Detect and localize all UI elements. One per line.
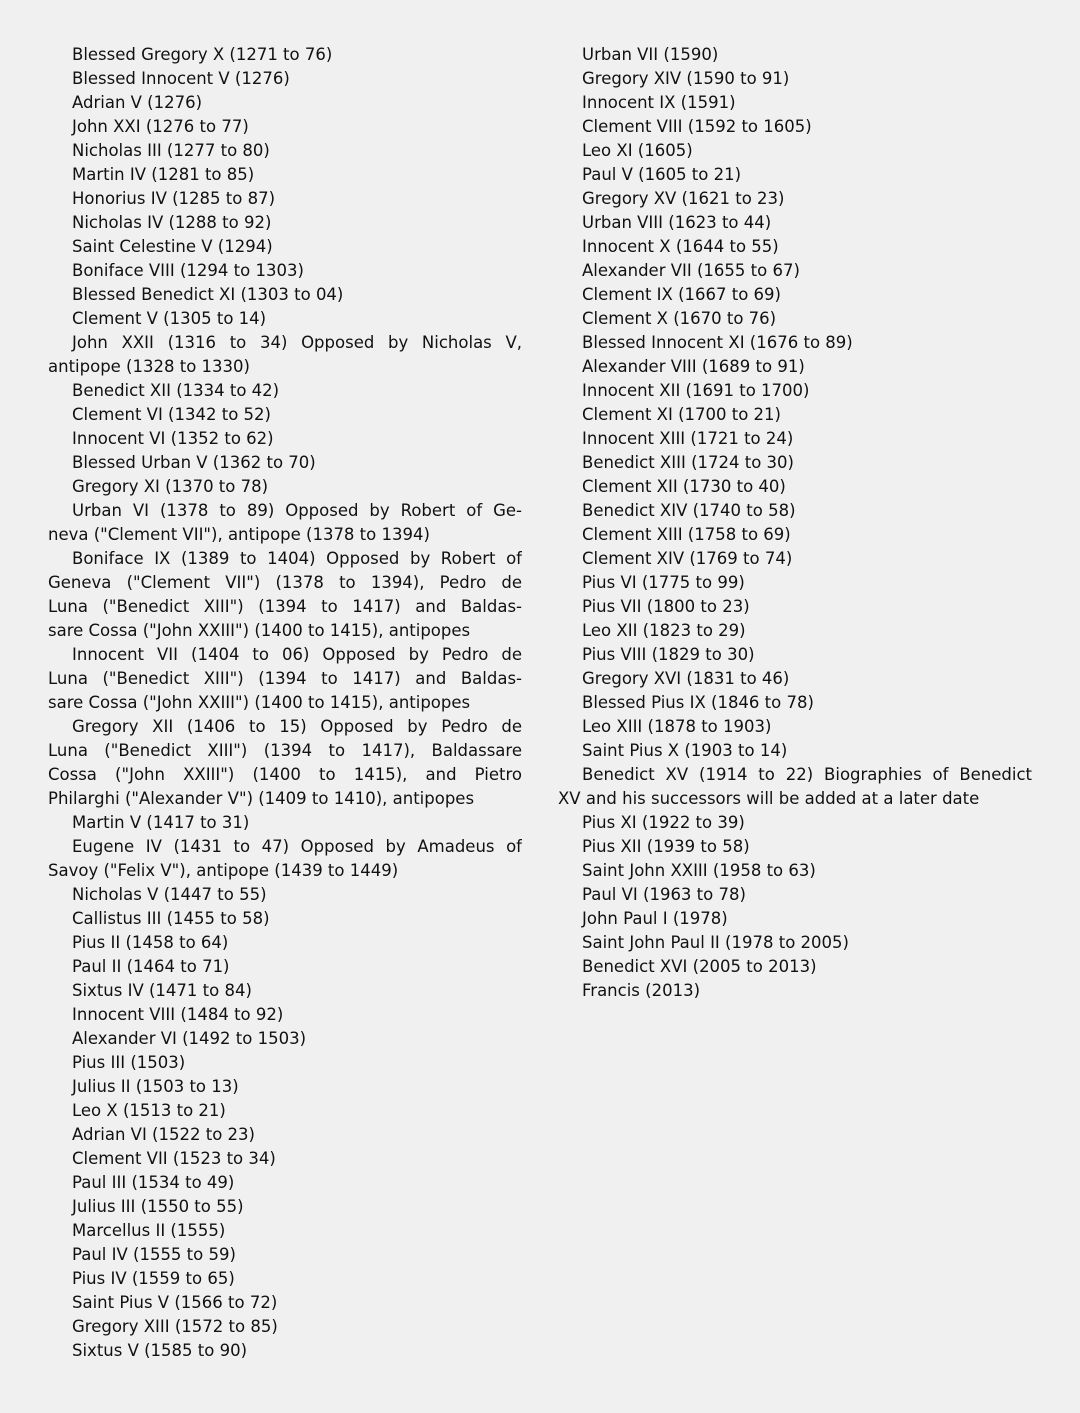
pope-entry-line: Martin IV (1281 to 85)	[72, 165, 255, 184]
pope-entry-line: Paul II (1464 to 71)	[72, 957, 230, 976]
pope-entry-line: sare Cossa ("John XXIII") (1400 to 1415), antipopes	[48, 621, 471, 640]
pope-entry-line: Pius VIII (1829 to 30)	[582, 645, 755, 664]
pope-entry	[558, 475, 1032, 499]
pope-entry	[48, 1291, 522, 1315]
pope-entry-line: Cossa ("John XXIII") (1400 to 1415), and Pietro	[48, 765, 522, 784]
pope-entry-line: Leo XII (1823 to 29)	[582, 621, 746, 640]
pope-entry	[48, 283, 522, 307]
pope-entry	[48, 307, 522, 331]
pope-entry-line: Philarghi ("Alexander V") (1409 to 1410), antipopes	[48, 789, 475, 808]
pope-entry-line: Callistus III (1455 to 58)	[72, 909, 270, 928]
pope-entry-line: Gregory XV (1621 to 23)	[582, 189, 785, 208]
pope-entry	[558, 979, 1032, 1003]
pope-entry-line: Clement VI (1342 to 52)	[72, 405, 271, 424]
pope-entry-line: Luna ("Benedict XIII") (1394 to 1417) and Baldas-	[48, 669, 522, 688]
pope-entry-line: Innocent VIII (1484 to 92)	[72, 1005, 284, 1024]
pope-entry-line: Benedict XIII (1724 to 30)	[582, 453, 794, 472]
pope-entry-line: Gregory XII (1406 to 15) Opposed by Pedro de	[72, 717, 522, 736]
pope-entry-line: Adrian V (1276)	[72, 93, 203, 112]
pope-entry-line: Sixtus IV (1471 to 84)	[72, 981, 252, 1000]
pope-entry	[48, 1051, 522, 1075]
pope-entry-line: Pius III (1503)	[72, 1053, 186, 1072]
pope-entry	[48, 475, 522, 499]
pope-entry-line: Urban VI (1378 to 89) Opposed by Robert of Ge-	[72, 501, 522, 520]
pope-entry	[48, 1195, 522, 1219]
pope-entry-line: Innocent XIII (1721 to 24)	[582, 429, 794, 448]
pope-entry-line: Gregory XIV (1590 to 91)	[582, 69, 790, 88]
pope-entry-line: Gregory XVI (1831 to 46)	[582, 669, 790, 688]
pope-entry	[48, 1267, 522, 1291]
pope-entry	[48, 379, 522, 403]
pope-entry-line: Saint John Paul II (1978 to 2005)	[582, 933, 849, 952]
pope-entry-line: Luna ("Benedict XIII") (1394 to 1417) and Baldas-	[48, 597, 522, 616]
pope-entry-line: Clement X (1670 to 76)	[582, 309, 777, 328]
pope-entry-line: Pius II (1458 to 64)	[72, 933, 229, 952]
pope-entry-line: Marcellus II (1555)	[72, 1221, 226, 1240]
pope-entry	[48, 427, 522, 451]
pope-entry-line: Clement XIII (1758 to 69)	[582, 525, 791, 544]
pope-entry	[558, 595, 1032, 619]
pope-entry	[48, 907, 522, 931]
pope-entry-line: Alexander VII (1655 to 67)	[582, 261, 800, 280]
pope-entry-line: Benedict XVI (2005 to 2013)	[582, 957, 817, 976]
pope-entry	[48, 931, 522, 955]
pope-entry-line: John Paul I (1978)	[582, 909, 728, 928]
pope-entry-line: Savoy ("Felix V"), antipope (1439 to 1449)	[48, 861, 399, 880]
pope-entry	[558, 331, 1032, 355]
pope-entry-line: Clement VII (1523 to 34)	[72, 1149, 276, 1168]
pope-entry-line: Francis (2013)	[582, 981, 701, 1000]
right-column-pope-list	[558, 43, 1032, 1003]
pope-entry-line: Pius IV (1559 to 65)	[72, 1269, 235, 1288]
pope-entry-line: Innocent XII (1691 to 1700)	[582, 381, 810, 400]
pope-entry-line: Julius III (1550 to 55)	[72, 1197, 244, 1216]
pope-entry	[48, 1099, 522, 1123]
pope-entry	[558, 163, 1032, 187]
pope-entry-line: Leo XIII (1878 to 1903)	[582, 717, 772, 736]
pope-entry	[48, 91, 522, 115]
pope-entry	[48, 811, 522, 835]
pope-entry-line: Nicholas V (1447 to 55)	[72, 885, 267, 904]
pope-entry	[48, 259, 522, 283]
pope-entry-line: Saint Pius V (1566 to 72)	[72, 1293, 278, 1312]
pope-entry	[558, 283, 1032, 307]
pope-entry	[558, 43, 1032, 67]
pope-entry-line: Blessed Innocent XI (1676 to 89)	[582, 333, 853, 352]
pope-entry-line: John XXI (1276 to 77)	[72, 117, 249, 136]
pope-entry-line: Innocent VI (1352 to 62)	[72, 429, 274, 448]
pope-entry-line: Innocent X (1644 to 55)	[582, 237, 779, 256]
pope-entry-line: Blessed Innocent V (1276)	[72, 69, 290, 88]
pope-entry	[48, 1123, 522, 1147]
pope-entry-line: Pius XII (1939 to 58)	[582, 837, 750, 856]
pope-entry	[558, 571, 1032, 595]
pope-entry-line: Saint Celestine V (1294)	[72, 237, 273, 256]
pope-entry	[558, 811, 1032, 835]
pope-entry	[48, 43, 522, 67]
pope-entry-line: John XXII (1316 to 34) Opposed by Nicholas V,	[72, 333, 522, 352]
pope-entry	[558, 91, 1032, 115]
pope-entry	[48, 187, 522, 211]
pope-entry-line: Pius VII (1800 to 23)	[582, 597, 750, 616]
pope-entry	[558, 931, 1032, 955]
pope-entry	[48, 979, 522, 1003]
pope-entry	[48, 331, 522, 379]
pope-entry-line: Paul V (1605 to 21)	[582, 165, 742, 184]
pope-entry	[48, 139, 522, 163]
pope-entry-line: Pius XI (1922 to 39)	[582, 813, 745, 832]
pope-entry-line: Boniface IX (1389 to 1404) Opposed by Robert of	[72, 549, 522, 568]
pope-entry	[558, 427, 1032, 451]
pope-entry	[48, 1243, 522, 1267]
pope-entry	[48, 1219, 522, 1243]
pope-entry	[558, 763, 1032, 811]
pope-entry-line: Clement V (1305 to 14)	[72, 309, 267, 328]
pope-entry	[558, 67, 1032, 91]
pope-entry	[48, 1027, 522, 1051]
pope-entry	[558, 691, 1032, 715]
pope-entry	[558, 955, 1032, 979]
pope-entry	[558, 355, 1032, 379]
pope-entry	[558, 187, 1032, 211]
pope-entry	[48, 163, 522, 187]
pope-entry	[48, 1171, 522, 1195]
pope-entry	[48, 643, 522, 715]
pope-entry-line: Nicholas IV (1288 to 92)	[72, 213, 272, 232]
pope-entry	[48, 1315, 522, 1339]
pope-entry-line: Blessed Urban V (1362 to 70)	[72, 453, 316, 472]
pope-entry-line: Pius VI (1775 to 99)	[582, 573, 745, 592]
pope-entry	[558, 523, 1032, 547]
pope-entry	[558, 907, 1032, 931]
pope-entry-line: Julius II (1503 to 13)	[72, 1077, 239, 1096]
pope-entry	[558, 115, 1032, 139]
pope-entry-line: Clement XI (1700 to 21)	[582, 405, 781, 424]
pope-entry	[558, 403, 1032, 427]
pope-entry	[558, 667, 1032, 691]
pope-entry-line: neva ("Clement VII"), antipope (1378 to 1394)	[48, 525, 430, 544]
pope-entry	[48, 883, 522, 907]
pope-entry	[48, 547, 522, 643]
pope-entry-line: sare Cossa ("John XXIII") (1400 to 1415), antipopes	[48, 693, 471, 712]
pope-entry	[48, 67, 522, 91]
pope-entry	[48, 499, 522, 547]
pope-entry-line: Gregory XIII (1572 to 85)	[72, 1317, 278, 1336]
pope-entry-line: Honorius IV (1285 to 87)	[72, 189, 276, 208]
pope-entry-line: Paul IV (1555 to 59)	[72, 1245, 236, 1264]
pope-entry	[558, 547, 1032, 571]
pope-entry-line: Saint John XXIII (1958 to 63)	[582, 861, 816, 880]
pope-entry	[48, 835, 522, 883]
pope-entry	[558, 739, 1032, 763]
pope-entry	[48, 403, 522, 427]
pope-entry	[48, 211, 522, 235]
pope-entry	[558, 259, 1032, 283]
pope-entry	[558, 715, 1032, 739]
pope-entry	[48, 235, 522, 259]
pope-entry-line: Alexander VI (1492 to 1503)	[72, 1029, 307, 1048]
pope-entry-line: Martin V (1417 to 31)	[72, 813, 250, 832]
pope-entry-line: Luna ("Benedict XIII") (1394 to 1417), Baldassare	[48, 741, 522, 760]
pope-entry-line: Paul VI (1963 to 78)	[582, 885, 746, 904]
pope-entry-line: Alexander VIII (1689 to 91)	[582, 357, 805, 376]
pope-entry	[558, 139, 1032, 163]
pope-entry	[558, 619, 1032, 643]
pope-entry	[558, 643, 1032, 667]
pope-entry	[558, 451, 1032, 475]
pope-entry-line: Clement XIV (1769 to 74)	[582, 549, 793, 568]
pope-entry-line: Clement VIII (1592 to 1605)	[582, 117, 812, 136]
pope-entry	[558, 499, 1032, 523]
pope-entry	[558, 835, 1032, 859]
pope-entry-line: Leo X (1513 to 21)	[72, 1101, 226, 1120]
pope-entry	[558, 235, 1032, 259]
pope-entry	[48, 451, 522, 475]
pope-entry-line: XV and his successors will be added at a later date	[558, 789, 980, 808]
pope-entry	[48, 715, 522, 811]
pope-entry	[48, 955, 522, 979]
pope-entry-line: Saint Pius X (1903 to 14)	[582, 741, 788, 760]
pope-entry-line: Urban VII (1590)	[582, 45, 719, 64]
pope-entry	[48, 1003, 522, 1027]
pope-entry-line: Benedict XII (1334 to 42)	[72, 381, 280, 400]
pope-entry-line: Geneva ("Clement VII") (1378 to 1394), Pedro de	[48, 573, 522, 592]
pope-entry-line: Leo XI (1605)	[582, 141, 693, 160]
pope-entry-line: Innocent VII (1404 to 06) Opposed by Pedro de	[72, 645, 522, 664]
pope-entry-line: Benedict XIV (1740 to 58)	[582, 501, 796, 520]
pope-entry-line: Blessed Pius IX (1846 to 78)	[582, 693, 814, 712]
left-column-pope-list	[48, 43, 522, 1363]
pope-entry-line: Benedict XV (1914 to 22) Biographies of Benedict	[582, 765, 1032, 784]
pope-entry-line: Urban VIII (1623 to 44)	[582, 213, 772, 232]
pope-entry-line: Eugene IV (1431 to 47) Opposed by Amadeus of	[72, 837, 522, 856]
pope-entry-line: Innocent IX (1591)	[582, 93, 736, 112]
pope-entry	[48, 115, 522, 139]
pope-entry-line: Nicholas III (1277 to 80)	[72, 141, 270, 160]
pope-entry	[558, 379, 1032, 403]
pope-entry-line: Clement XII (1730 to 40)	[582, 477, 786, 496]
pope-entry-line: Paul III (1534 to 49)	[72, 1173, 235, 1192]
pope-entry-line: Boniface VIII (1294 to 1303)	[72, 261, 304, 280]
pope-entry-line: Sixtus V (1585 to 90)	[72, 1341, 248, 1360]
pope-entry	[48, 1075, 522, 1099]
pope-entry-line: Blessed Gregory X (1271 to 76)	[72, 45, 333, 64]
pope-entry-line: antipope (1328 to 1330)	[48, 357, 250, 376]
pope-entry-line: Clement IX (1667 to 69)	[582, 285, 781, 304]
pope-entry-line: Gregory XI (1370 to 78)	[72, 477, 269, 496]
pope-entry	[558, 307, 1032, 331]
pope-entry	[558, 859, 1032, 883]
pope-entry	[558, 883, 1032, 907]
pope-entry	[558, 211, 1032, 235]
pope-entry	[48, 1339, 522, 1363]
pope-entry-line: Blessed Benedict XI (1303 to 04)	[72, 285, 344, 304]
pope-entry-line: Adrian VI (1522 to 23)	[72, 1125, 255, 1144]
pope-entry	[48, 1147, 522, 1171]
